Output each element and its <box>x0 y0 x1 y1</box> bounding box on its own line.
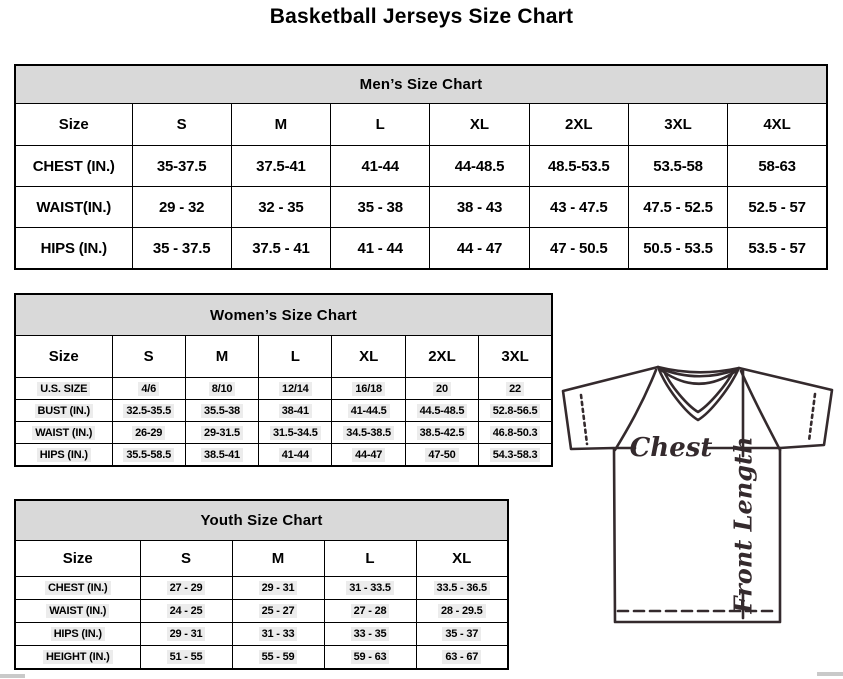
youth-col-size: Size <box>15 541 140 577</box>
youth-cell-height-in-xl: 63 - 67 <box>416 646 508 670</box>
youth-row-waist-in <box>15 600 508 623</box>
womens-col-xl: XL <box>332 336 405 378</box>
youth-cell-waist-in-l: 27 - 28 <box>324 600 416 623</box>
youth-cell-chest-in-xl: 33.5 - 36.5 <box>416 577 508 600</box>
womens-cell-hips-in-s: 35.5-58.5 <box>112 444 185 467</box>
womens-row-hips-in <box>15 444 552 467</box>
womens-section-header: Women’s Size Chart <box>15 294 552 336</box>
mens-cell-chest-in-4xl: 58-63 <box>728 146 827 187</box>
youth-col-l: L <box>324 541 416 577</box>
womens-cell-bust-in-3xl: 52.8-56.5 <box>479 400 552 422</box>
mens-cell-hips-in-3xl: 50.5 - 53.5 <box>628 228 727 270</box>
youth-row-label: CHEST (IN.) <box>15 577 140 600</box>
mens-cell-hips-in-xl: 44 - 47 <box>430 228 529 270</box>
youth-col-s: S <box>140 541 232 577</box>
womens-row-bust-in <box>15 400 552 422</box>
youth-row-label: WAIST (IN.) <box>15 600 140 623</box>
womens-row-label: U.S. SIZE <box>15 378 112 400</box>
womens-cell-hips-in-l: 41-44 <box>259 444 332 467</box>
womens-row-label: BUST (IN.) <box>15 400 112 422</box>
mens-size-chart-table <box>14 64 828 270</box>
mens-cell-chest-in-xl: 44-48.5 <box>430 146 529 187</box>
mens-col-m: M <box>231 104 330 146</box>
youth-cell-chest-in-l: 31 - 33.5 <box>324 577 416 600</box>
mens-row-label: CHEST (IN.) <box>15 146 132 187</box>
mens-row-waist-in <box>15 187 827 228</box>
mens-row-label: WAIST(IN.) <box>15 187 132 228</box>
mens-col-size: Size <box>15 104 132 146</box>
womens-row-label: HIPS (IN.) <box>15 444 112 467</box>
mens-col-l: L <box>331 104 430 146</box>
youth-cell-hips-in-m: 31 - 33 <box>232 623 324 646</box>
youth-cell-chest-in-m: 29 - 31 <box>232 577 324 600</box>
mens-col-3xl: 3XL <box>628 104 727 146</box>
jersey-outline <box>563 367 832 622</box>
womens-cell-u-s-size-xl: 16/18 <box>332 378 405 400</box>
womens-cell-hips-in-2xl: 47-50 <box>405 444 478 467</box>
chest-label: Chest <box>629 433 713 463</box>
mens-row-hips-in <box>15 228 827 270</box>
mens-cell-waist-in-m: 32 - 35 <box>231 187 330 228</box>
youth-cell-height-in-m: 55 - 59 <box>232 646 324 670</box>
mens-cell-hips-in-2xl: 47 - 50.5 <box>529 228 628 270</box>
youth-row-height-in <box>15 646 508 670</box>
youth-row-chest-in <box>15 577 508 600</box>
womens-cell-waist-in-m: 29-31.5 <box>185 422 258 444</box>
womens-row-waist-in <box>15 422 552 444</box>
womens-cell-hips-in-m: 38.5-41 <box>185 444 258 467</box>
womens-cell-u-s-size-2xl: 20 <box>405 378 478 400</box>
mens-cell-waist-in-2xl: 43 - 47.5 <box>529 187 628 228</box>
womens-col-l: L <box>259 336 332 378</box>
womens-cell-u-s-size-m: 8/10 <box>185 378 258 400</box>
mens-cell-hips-in-s: 35 - 37.5 <box>132 228 231 270</box>
mens-cell-chest-in-3xl: 53.5-58 <box>628 146 727 187</box>
womens-cell-u-s-size-l: 12/14 <box>259 378 332 400</box>
youth-cell-hips-in-s: 29 - 31 <box>140 623 232 646</box>
mens-cell-waist-in-xl: 38 - 43 <box>430 187 529 228</box>
mens-col-xl: XL <box>430 104 529 146</box>
womens-col-m: M <box>185 336 258 378</box>
womens-col-s: S <box>112 336 185 378</box>
mens-cell-waist-in-l: 35 - 38 <box>331 187 430 228</box>
mens-section-header: Men’s Size Chart <box>15 65 827 104</box>
jersey-measurement-diagram <box>558 360 838 660</box>
womens-cell-u-s-size-s: 4/6 <box>112 378 185 400</box>
womens-cell-waist-in-2xl: 38.5-42.5 <box>405 422 478 444</box>
youth-cell-height-in-l: 59 - 63 <box>324 646 416 670</box>
youth-cell-waist-in-m: 25 - 27 <box>232 600 324 623</box>
mens-row-chest-in <box>15 146 827 187</box>
womens-row-u-s-size <box>15 378 552 400</box>
youth-section-header: Youth Size Chart <box>15 500 508 541</box>
mens-cell-waist-in-s: 29 - 32 <box>132 187 231 228</box>
mens-cell-hips-in-m: 37.5 - 41 <box>231 228 330 270</box>
mens-cell-hips-in-4xl: 53.5 - 57 <box>728 228 827 270</box>
youth-row-hips-in <box>15 623 508 646</box>
womens-size-chart-table <box>14 293 553 467</box>
womens-col-3xl: 3XL <box>479 336 552 378</box>
mens-cell-chest-in-2xl: 48.5-53.5 <box>529 146 628 187</box>
youth-cell-hips-in-l: 33 - 35 <box>324 623 416 646</box>
mens-row-label: HIPS (IN.) <box>15 228 132 270</box>
womens-cell-hips-in-xl: 44-47 <box>332 444 405 467</box>
womens-cell-bust-in-l: 38-41 <box>259 400 332 422</box>
scroll-artifact-bottom-left <box>0 674 25 678</box>
womens-col-size: Size <box>15 336 112 378</box>
womens-cell-waist-in-xl: 34.5-38.5 <box>332 422 405 444</box>
mens-cell-chest-in-s: 35-37.5 <box>132 146 231 187</box>
womens-cell-hips-in-3xl: 54.3-58.3 <box>479 444 552 467</box>
womens-col-2xl: 2XL <box>405 336 478 378</box>
womens-cell-waist-in-s: 26-29 <box>112 422 185 444</box>
mens-cell-waist-in-3xl: 47.5 - 52.5 <box>628 187 727 228</box>
youth-cell-hips-in-xl: 35 - 37 <box>416 623 508 646</box>
youth-col-m: M <box>232 541 324 577</box>
mens-col-4xl: 4XL <box>728 104 827 146</box>
jersey-icon <box>558 360 838 660</box>
womens-cell-bust-in-xl: 41-44.5 <box>332 400 405 422</box>
page-title: Basketball Jerseys Size Chart <box>269 5 574 28</box>
youth-cell-height-in-s: 51 - 55 <box>140 646 232 670</box>
womens-row-label: WAIST (IN.) <box>15 422 112 444</box>
front-length-label: Front Length <box>728 436 758 614</box>
womens-cell-u-s-size-3xl: 22 <box>479 378 552 400</box>
mens-cell-waist-in-4xl: 52.5 - 57 <box>728 187 827 228</box>
youth-cell-waist-in-s: 24 - 25 <box>140 600 232 623</box>
youth-size-chart-table <box>14 499 509 670</box>
womens-cell-bust-in-2xl: 44.5-48.5 <box>405 400 478 422</box>
youth-col-xl: XL <box>416 541 508 577</box>
mens-cell-hips-in-l: 41 - 44 <box>331 228 430 270</box>
scroll-artifact-bottom-right <box>817 672 843 676</box>
womens-cell-waist-in-l: 31.5-34.5 <box>259 422 332 444</box>
youth-cell-chest-in-s: 27 - 29 <box>140 577 232 600</box>
mens-col-s: S <box>132 104 231 146</box>
womens-cell-waist-in-3xl: 46.8-50.3 <box>479 422 552 444</box>
youth-cell-waist-in-xl: 28 - 29.5 <box>416 600 508 623</box>
youth-row-label: HEIGHT (IN.) <box>15 646 140 670</box>
mens-cell-chest-in-m: 37.5-41 <box>231 146 330 187</box>
mens-cell-chest-in-l: 41-44 <box>331 146 430 187</box>
mens-col-2xl: 2XL <box>529 104 628 146</box>
womens-cell-bust-in-s: 32.5-35.5 <box>112 400 185 422</box>
womens-cell-bust-in-m: 35.5-38 <box>185 400 258 422</box>
youth-row-label: HIPS (IN.) <box>15 623 140 646</box>
